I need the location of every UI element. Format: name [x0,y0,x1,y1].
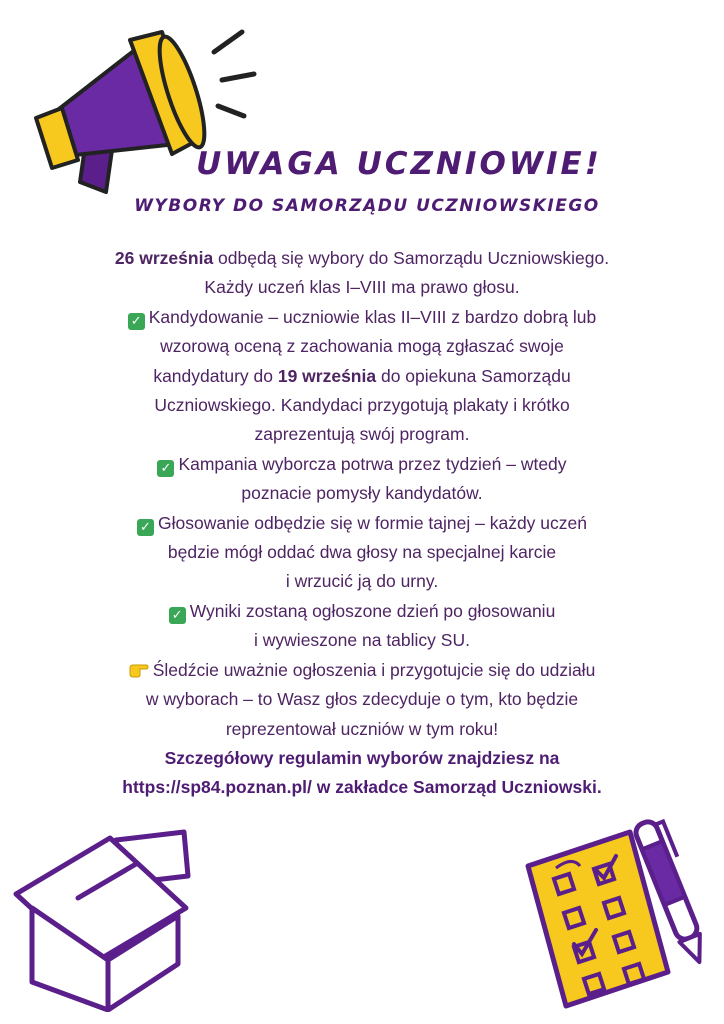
results-line-1: ✓ Wyniki zostaną ogłoszone dzień po głosowaniu [60,597,664,626]
candidacy-line-2: wzorową oceną z zachowania mogą zgłaszać swoje [160,336,564,357]
encourage-line-3: reprezentował uczniów w tym roku! [225,718,499,739]
check-icon: ✓ [157,460,174,477]
intro-line-2: Każdy uczeń klas I–VIII ma prawo głosu. [204,277,520,298]
campaign-line-2: poznacie pomysły kandydatów. [241,483,483,504]
candidacy-line-3: kandydatury do 19 września do opiekuna Samorządu [153,365,571,386]
rules-link[interactable]: https://sp84.poznan.pl/ w zakładce Samorząd Uczniowski. [122,777,602,798]
intro-line-1: 26 września odbędą się wybory do Samorządu Uczniowskiego. [114,248,610,268]
deadline-date: 19 września [277,365,377,386]
check-icon: ✓ [128,313,145,330]
rules-line-1: Szczegółowy regulamin wyborów znajdziesz na [164,747,560,768]
candidacy-line-5: zaprezentują swój program. [254,424,470,445]
encourage-line-1: Śledźcie uważnie ogłoszenia i przygotujcie się do udziału [60,656,664,685]
check-icon: ✓ [169,607,186,624]
election-date: 26 września [114,248,214,268]
encourage-line-2: w wyborach – to Wasz głos zdecyduje o tym, kto będzie [145,689,579,710]
page-subtitle: WYBORY DO SAMORZĄDU UCZNIOWSKIEGO [134,196,600,216]
voting-line-1: ✓ Głosowanie odbędzie się w formie tajnej – każdy uczeń [60,509,664,538]
campaign-line-1: ✓ Kampania wyborcza potrwa przez tydzień – wtedy [60,450,664,479]
page-title: UWAGA UCZNIOWIE! [196,146,602,182]
pointing-hand-icon [129,662,149,678]
candidacy-line-4: Uczniowskiego. Kandydaci przygotują plakaty i krótko [154,395,570,416]
candidacy-line-1: ✓ Kandydowanie – uczniowie klas II–VIII z bardzo dobrą lub [60,303,664,332]
checklist-icon [520,812,720,1012]
voting-line-3: i wrzucić ją do urny. [285,571,439,592]
check-icon: ✓ [137,519,154,536]
results-line-2: i wywieszone na tablicy SU. [254,630,470,651]
voting-line-2: będzie mógł oddać dwa głosy na specjalnej karcie [167,542,557,563]
announcement-body [60,244,664,803]
ballot-box-icon [8,812,208,1012]
